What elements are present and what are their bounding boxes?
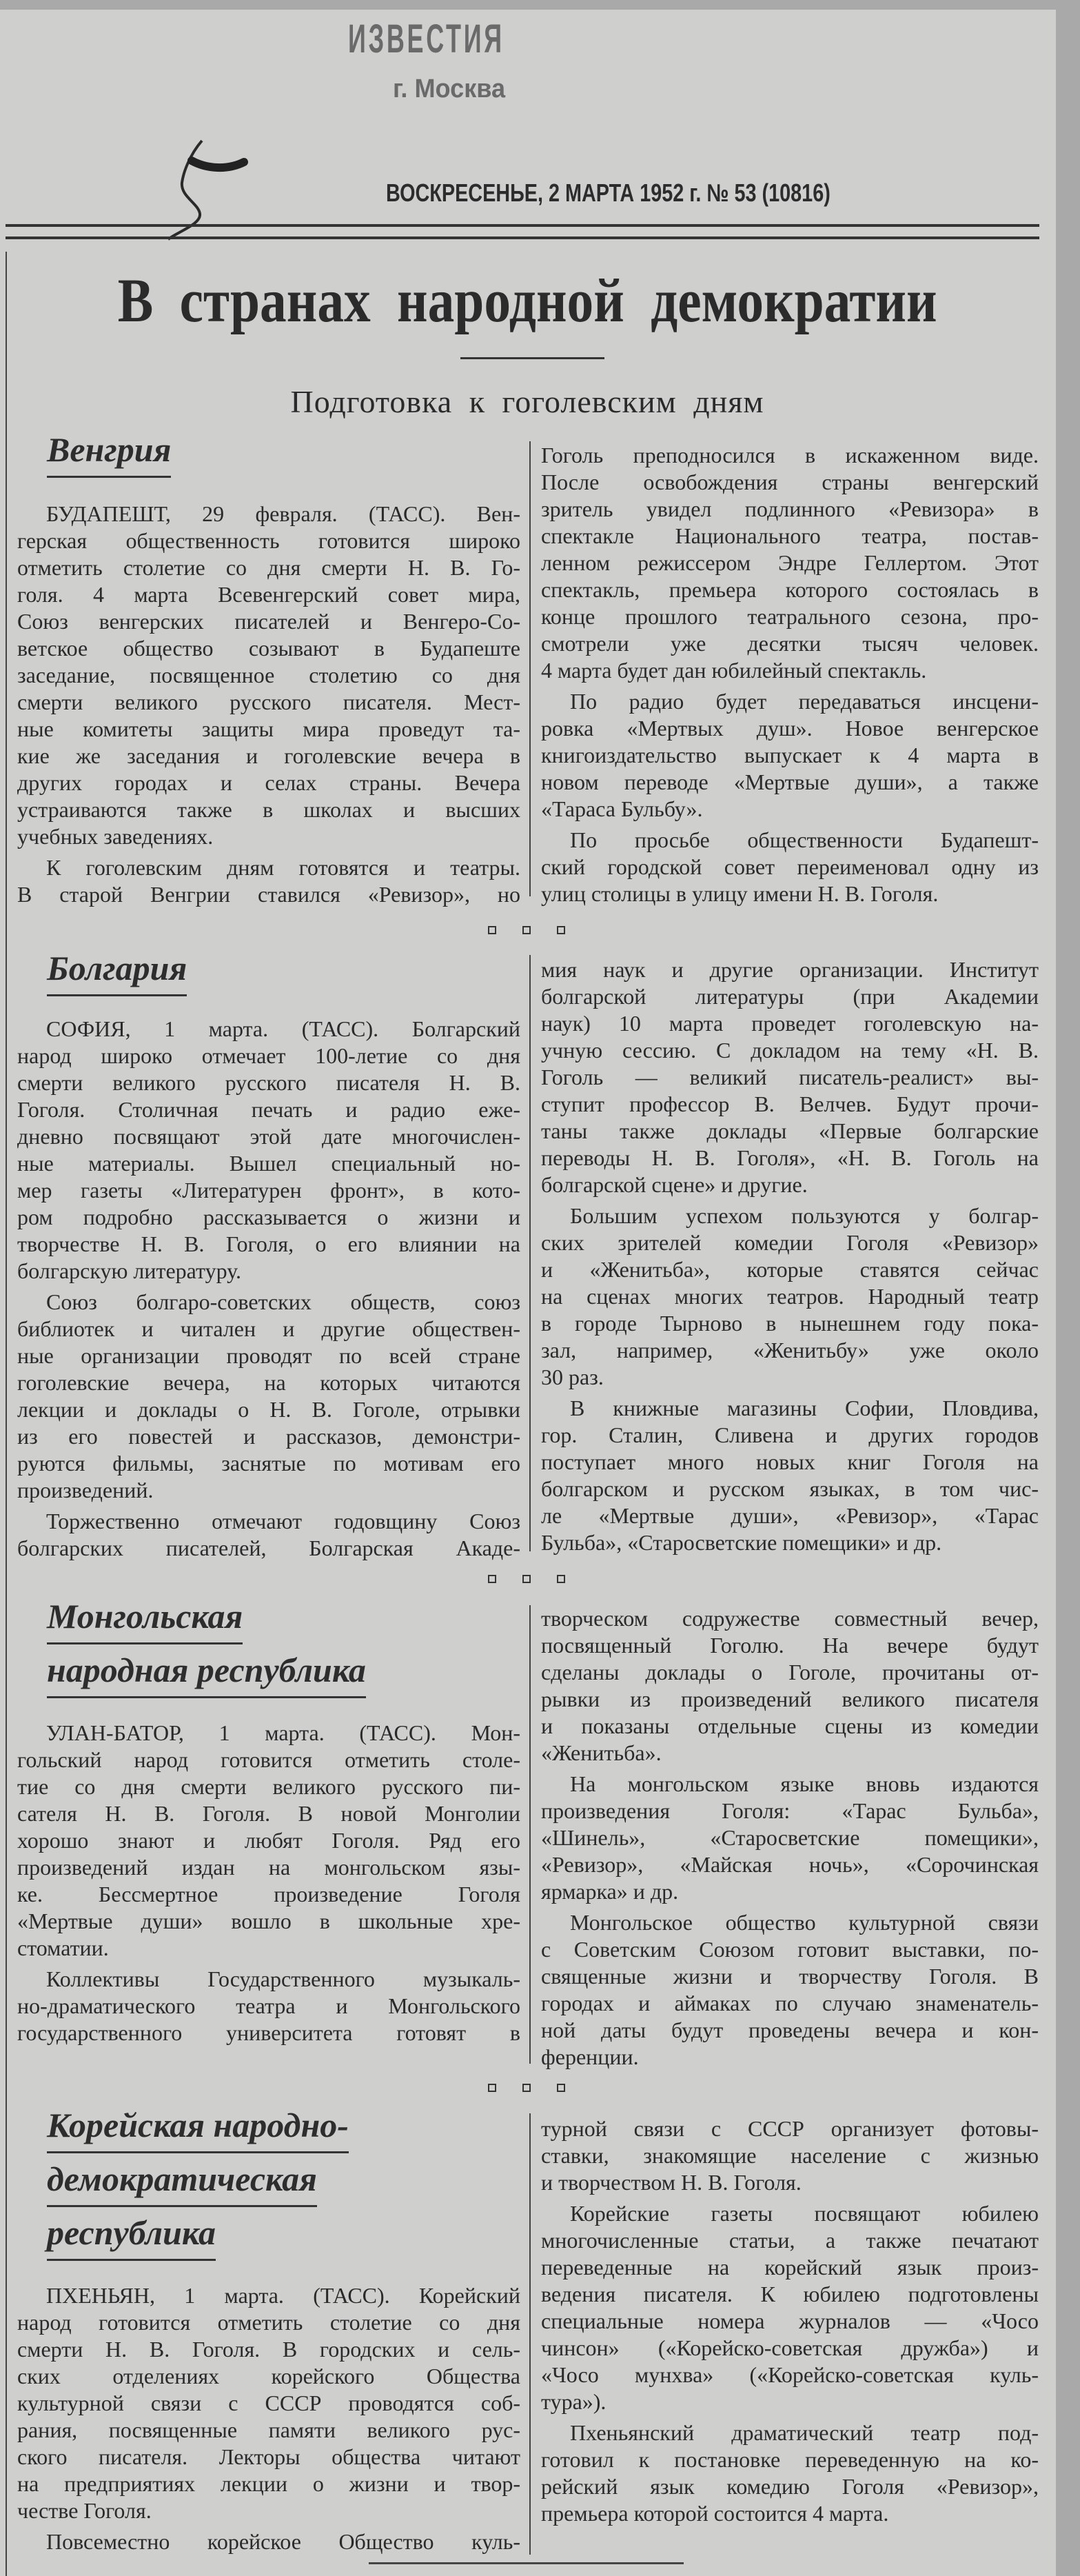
paragraph	[541, 1605, 1039, 1767]
section-heading-mongolia-line1: Монгольская	[47, 1598, 243, 1644]
paragraph	[541, 1203, 1039, 1391]
text-line: По просьбе общественности Будапешт-	[570, 827, 1039, 852]
paragraph	[17, 1289, 520, 1504]
text-line: сателя Н. В. Гоголя. В новой Монголии	[17, 1801, 520, 1826]
text-line: ских отделениях корейского Общества	[17, 2364, 520, 2388]
text-line: тура»).	[541, 2389, 607, 2414]
page-title	[0, 267, 1054, 335]
paragraph	[541, 442, 1039, 684]
text-line: В книжные магазины Софии, Пловдива,	[570, 1396, 1039, 1420]
paragraph	[17, 1720, 520, 1962]
paragraph	[17, 2282, 520, 2524]
bulgaria-column-right	[541, 956, 1039, 1560]
text-line: Торжественно отмечают годовщину Союз	[46, 1509, 520, 1533]
text-line: БУДАПЕШТ, 29 февраля. (ТАСС). Вен-	[46, 501, 520, 526]
text-line: переведенные на корейский язык произ-	[541, 2255, 1039, 2280]
text-line: конце прошлого театрального сезона, про-	[541, 604, 1039, 629]
text-line: Союз венгерских писателей и Венгеро-Со-	[17, 609, 520, 634]
text-line: учную сессию. С докладом на тему «Н. В.	[541, 1038, 1039, 1063]
text-line: новом переводе «Мертвые души», а также	[541, 769, 1039, 794]
text-line: ставки, знакомящие население с жизнью	[541, 2143, 1039, 2168]
text-line: улиц столицы в улицу имени Н. В. Гоголя.	[541, 881, 939, 906]
text-line: ветское общество созывают в Будапеште	[17, 636, 520, 661]
text-line: ле «Мертвые души», «Ревизор», «Тарас	[541, 1503, 1039, 1528]
text-line: творческом содружестве совместный вечер,	[541, 1606, 1039, 1631]
text-line: стоматии.	[17, 1935, 109, 1960]
header-rule-bottom	[6, 237, 1039, 239]
text-line: переводы Н. В. Гоголя», «Н. В. Гоголь на	[541, 1145, 1039, 1170]
text-line: На монгольском языке вновь издаются	[570, 1771, 1039, 1796]
text-line: с Советским Союзом готовит выставки, по-	[541, 1937, 1039, 1962]
column-divider	[529, 2113, 531, 2555]
separator-square	[557, 926, 565, 934]
section-heading-korea-line2: демократическая	[47, 2161, 317, 2207]
bulgaria-column-left	[17, 1016, 520, 1566]
text-line: «Женитьба».	[541, 1740, 662, 1765]
text-line: наук) 10 марта проведет гоголевскую на-	[541, 1011, 1039, 1036]
text-line: культурной связи с СССР проводятся соб-	[17, 2391, 520, 2415]
text-line: честве Гоголя.	[17, 2498, 152, 2523]
text-line: чинсон» («Корейско-советская дружба») и	[541, 2335, 1039, 2360]
separator-square	[488, 926, 496, 934]
text-line: Гоголя. Столичная печать и радио еже-	[17, 1097, 520, 1122]
text-line: хорошо знают и любят Гоголя. Ряд его	[17, 1828, 520, 1853]
paragraph	[17, 1016, 520, 1285]
left-border-line	[6, 252, 7, 2576]
section-heading-bulgaria: Болгария	[47, 950, 187, 996]
hungary-column-right	[541, 442, 1039, 912]
separator-square	[488, 2084, 496, 2092]
mongolia-column-right	[541, 1605, 1039, 2075]
text-line: болгарском и русском языках, в том чис-	[541, 1476, 1039, 1501]
text-line: Большим успехом пользуются у болгар-	[570, 1203, 1039, 1228]
text-line: ского писателя. Лекторы общества читают	[17, 2444, 520, 2469]
text-line: дневно посвящают этой дате многочислен-	[17, 1124, 520, 1149]
column-divider	[529, 1605, 531, 2064]
paragraph	[541, 2115, 1039, 2196]
text-line: ром подробно рассказывается о жизни и	[17, 1205, 520, 1229]
paragraph	[541, 1395, 1039, 1556]
column-divider	[529, 955, 531, 1551]
text-line: Коллективы Государственного музыкаль-	[46, 1966, 520, 1991]
text-line: В старой Венгрии ставился «Ревизор», но	[17, 882, 520, 907]
header-rule-top	[6, 224, 1039, 227]
text-line: ведения писателя. К юбилею подготовлены	[541, 2282, 1039, 2306]
text-line: гор. Сталин, Сливена и других городов	[541, 1422, 1039, 1447]
text-line: Пхеньянский драматический театр под-	[570, 2420, 1039, 2445]
text-line: смерти Н. В. Гоголя. В городских и сель-	[17, 2337, 520, 2362]
text-line: Монгольское общество культурной связи	[570, 1910, 1039, 1935]
text-line: учебных заведениях.	[17, 824, 214, 849]
text-line: ные материалы. Вышел специальный но-	[17, 1151, 520, 1176]
text-line: отметить столетие со дня смерти Н. В. Го-	[17, 555, 520, 580]
text-line: устраиваются также в школах и высших	[17, 797, 520, 822]
text-line: городах и аймаках по случаю знаменатель-	[541, 1991, 1039, 2015]
text-line: заседание, посвященное столетию со дня	[17, 663, 520, 687]
text-line: Повсеместно корейское Общество куль-	[46, 2529, 520, 2554]
column-divider	[529, 441, 531, 896]
text-line: Корейские газеты посвящают юбилею	[570, 2201, 1039, 2226]
paragraph	[541, 1909, 1039, 2071]
text-line: ной даты будут проведены вечера и кон-	[541, 2017, 1039, 2042]
korea-column-left	[17, 2282, 520, 2559]
text-line: зал, например, «Женитьбу» уже около	[541, 1338, 1039, 1362]
paragraph	[17, 1966, 520, 2046]
text-line: «Ревизор», «Майская ночь», «Сорочинская	[541, 1852, 1039, 1877]
text-line: Союз болгаро-советских обществ, союз	[46, 1289, 520, 1314]
text-line: творчестве Н. В. Гоголя, о его влиянии на	[17, 1231, 520, 1256]
text-line: книгоиздательство выпускает к 4 марта в	[541, 743, 1039, 767]
separator-square	[522, 1575, 531, 1583]
text-line: турной связи с СССР организует фотовы-	[541, 2116, 1039, 2141]
text-line: лекции и доклады о Н. В. Гоголе, отрывки	[17, 1397, 520, 1422]
text-line: и творчеством Н. В. Гоголя.	[541, 2170, 802, 2195]
text-line: готовил к постановке переведенную на ко-	[541, 2447, 1039, 2472]
text-line: Бульба», «Старосветские помещики» и др.	[541, 1530, 942, 1555]
text-line: «Мертвые души» вошло в школьные хре-	[17, 1909, 520, 1933]
text-line: ярмарка» и др.	[541, 1879, 679, 1904]
text-line: из его повестей и рассказов, демонстри-	[17, 1424, 520, 1449]
section-heading-hungary: Венгрия	[47, 432, 171, 478]
text-line: По радио будет передаваться инсцени-	[570, 689, 1039, 714]
text-line: спектакль, премьера которого состоялась в	[541, 577, 1039, 602]
text-line: К гоголевским дням готовятся и театры.	[46, 855, 520, 880]
text-line: спектакле Национального театра, постав-	[541, 523, 1039, 548]
section-heading-mongolia-line2: народная республика	[47, 1652, 366, 1698]
paragraph	[17, 2528, 520, 2555]
text-line: произведений.	[17, 1478, 154, 1502]
text-line: рывки из произведений великого писателя	[541, 1687, 1039, 1711]
text-line: кие же заседания и гоголевские вечера в	[17, 743, 520, 768]
page-title-text: В странах народной демократии	[117, 267, 937, 335]
text-line: ленном режиссером Эндре Геллертом. Этот	[541, 550, 1039, 575]
archive-stamp-title: ИЗВЕСТИЯ	[348, 17, 505, 61]
separator-square	[522, 926, 531, 934]
paragraph	[17, 854, 520, 908]
text-line: ровка «Мертвых душ». Новое венгерское	[541, 716, 1039, 741]
korea-column-right	[541, 2115, 1039, 2531]
text-line: рейский язык комедию Гоголя «Ревизор»,	[541, 2474, 1039, 2499]
text-line: руются фильмы, заснятые по мотивам его	[17, 1451, 520, 1476]
text-line: Гоголь преподносился в искаженном виде.	[541, 443, 1039, 467]
text-line: СОФИЯ, 1 марта. (ТАСС). Болгарский	[46, 1016, 520, 1041]
text-line: на сценах многих театров. Народный театр	[541, 1284, 1039, 1309]
text-line: тие со дня смерти великого русского пи-	[17, 1774, 520, 1799]
text-line: гоголевские вечера, на которых читаются	[17, 1370, 520, 1395]
text-line: и показаны отдельные сцены из комедии	[541, 1713, 1039, 1738]
text-line: болгарской сцене» и другие.	[541, 1172, 808, 1197]
section-heading-korea-line3: республика	[47, 2215, 216, 2261]
separator-square	[488, 1575, 496, 1583]
text-line: гольский народ готовится отметить столе-	[17, 1747, 520, 1772]
text-line: посвященный Гоголю. На вечере будут	[541, 1633, 1039, 1658]
text-line: ные организации проводят по всей стране	[17, 1343, 520, 1368]
hungary-column-left	[17, 501, 520, 912]
text-line: герская общественность готовится широко	[17, 528, 520, 553]
text-line: сделаны доклады о Гоголе, прочитаны от-	[541, 1660, 1039, 1684]
paragraph	[17, 501, 520, 850]
text-line: многочисленные статьи, а также печатают	[541, 2228, 1039, 2253]
text-line: ских зрителей комедии Гоголя «Ревизор»	[541, 1230, 1039, 1255]
text-line: мия наук и другие организации. Институт	[541, 957, 1039, 982]
section-heading-korea-line1: Корейская народно-	[47, 2107, 349, 2153]
text-line: специальные номера журналов — «Чосо	[541, 2308, 1039, 2333]
separator-square	[557, 2084, 565, 2092]
text-line: произведений издан на монгольском язы-	[17, 1855, 520, 1880]
text-line: рания, посвященные памяти великого рус-	[17, 2417, 520, 2442]
text-line: Гоголь — великий писатель-реалист» вы-	[541, 1065, 1039, 1089]
separator-square	[557, 1575, 565, 1583]
paragraph	[541, 827, 1039, 907]
paragraph	[541, 1771, 1039, 1905]
paragraph	[17, 1508, 520, 1562]
text-line: болгарской литературы (при Академии	[541, 984, 1039, 1009]
text-line: таны также доклады «Первые болгарские	[541, 1118, 1039, 1143]
text-line: ПХЕНЬЯН, 1 марта. (ТАСС). Корейский	[46, 2283, 520, 2308]
text-line: ступит профессор В. Велчев. Будут прочи-	[541, 1091, 1039, 1116]
text-line: «Шинель», «Старосветские помещики»,	[541, 1825, 1039, 1850]
text-line: священные жизни и творчеству Гоголя. В	[541, 1964, 1039, 1989]
text-line: библиотек и читален и другие обществен-	[17, 1316, 520, 1341]
mongolia-column-left	[17, 1720, 520, 2051]
text-line: 30 раз.	[541, 1365, 604, 1389]
text-line: смотрели уже десятки тысяч человек.	[541, 631, 1039, 656]
text-line: мер газеты «Литературен фронт», в кото-	[17, 1178, 520, 1203]
text-line: болгарских писателей, Болгарская Акаде-	[17, 1536, 520, 1560]
text-line: народ готовится отметить столетие со дня	[17, 2310, 520, 2335]
text-line: премьера которой состоится 4 марта.	[541, 2501, 889, 2526]
text-line: в городе Тырново в нынешнем году пока-	[541, 1311, 1039, 1336]
text-line: других городах и селах страны. Вечера	[17, 770, 520, 795]
text-line: смерти великого русского писателя. Мест-	[17, 690, 520, 714]
paragraph	[541, 956, 1039, 1198]
text-line: 4 марта будет дан юбилейный спектакль.	[541, 658, 927, 683]
text-line: ференции.	[541, 2044, 639, 2069]
text-line: но-драматического театра и Монгольского	[17, 1993, 520, 2018]
closing-rule	[369, 2562, 684, 2564]
text-line: поступает много новых книг Гоголя на	[541, 1449, 1039, 1474]
text-line: зритель увидел подлинного «Ревизора» в	[541, 496, 1039, 521]
text-line: «Чосо мунхва» («Корейско-советская куль-	[541, 2362, 1039, 2387]
text-line: УЛАН-БАТОР, 1 марта. (ТАСС). Мон-	[46, 1720, 520, 1745]
text-line: ский городской совет переименовал одну из	[541, 854, 1039, 879]
issue-dateline: ВОСКРЕСЕНЬЕ, 2 МАРТА 1952 г. № 53 (10816)	[386, 179, 831, 207]
title-divider	[460, 357, 604, 359]
paragraph	[541, 688, 1039, 823]
archive-stamp-city: г. Москва	[393, 74, 506, 103]
text-line: народ широко отмечает 100-летие со дня	[17, 1043, 520, 1068]
paragraph	[541, 2419, 1039, 2527]
text-line: произведения Гоголя: «Тарас Бульба»,	[541, 1798, 1039, 1823]
text-line: ные комитеты защиты мира проведут та-	[17, 716, 520, 741]
text-line: голя. 4 марта Всевенгерский совет мира,	[17, 582, 520, 607]
text-line: и «Женитьба», которые ставятся сейчас	[541, 1257, 1039, 1282]
article-subtitle: Подготовка к гоголевским дням	[290, 384, 764, 419]
text-line: «Тараса Бульбу».	[541, 796, 703, 821]
paragraph	[541, 2200, 1039, 2415]
text-line: болгарскую литературу.	[17, 1258, 241, 1283]
text-line: ке. Бессмертное произведение Гоголя	[17, 1882, 520, 1906]
handwritten-page-number-mark	[159, 134, 255, 245]
separator-square	[522, 2084, 531, 2092]
text-line: смерти великого русского писателя Н. В.	[17, 1070, 520, 1095]
text-line: После освобождения страны венгерский	[541, 470, 1039, 494]
text-line: на предприятиях лекции о жизни и твор-	[17, 2471, 520, 2496]
text-line: государственного университета готовят в	[17, 2020, 520, 2045]
